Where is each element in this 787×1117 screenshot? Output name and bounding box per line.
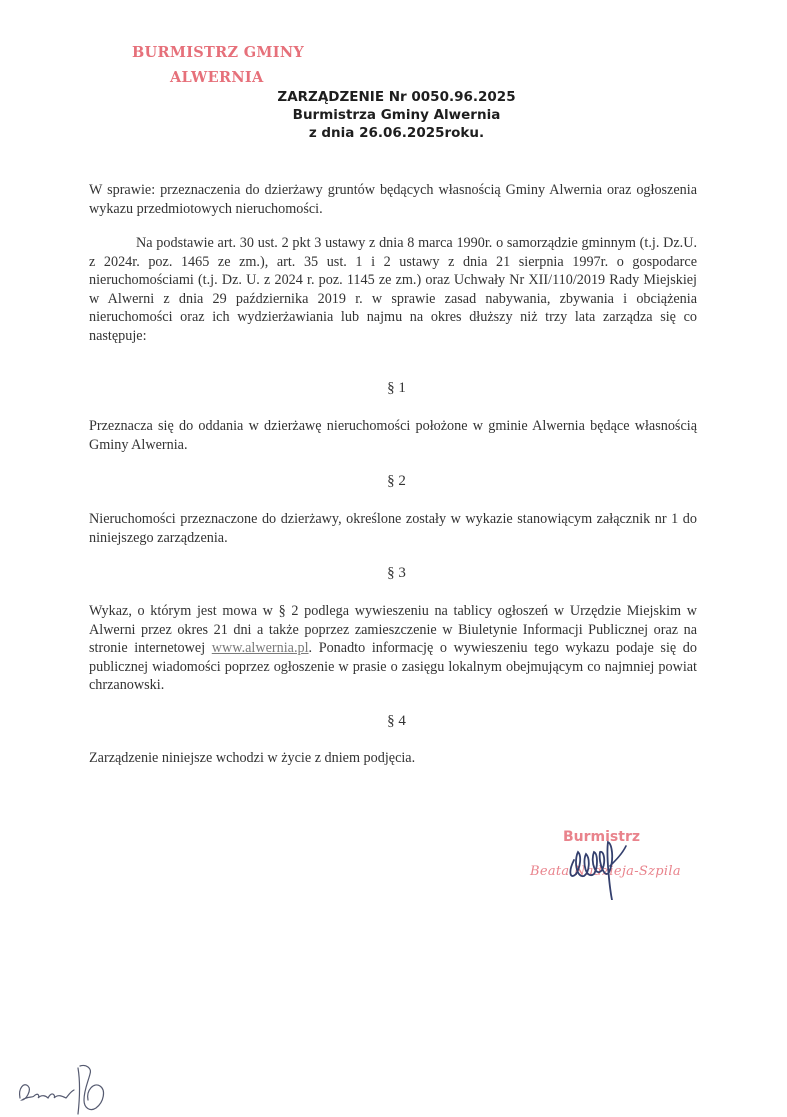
signature-name: Beata Nadzieja-Szpila	[530, 864, 681, 879]
ordinance-number: ZARZĄDZENIE Nr 0050.96.2025	[277, 89, 516, 105]
stamp-line-2: ALWERNIA	[170, 69, 264, 86]
section-text-3-part-2: . Ponadto informację o wywieszeniu tego wykazu podaje się do publicznej wiadomości poprzez ogłoszenie w prasie o zasięgu lokalnym obejmującym co najmniej powiat chrzanowski.	[89, 640, 697, 694]
section-text-1: Przeznacza się do oddania w dzierżawę nieruchomości położone w gminie Alwernia będące własnością Gminy Alwernia.	[89, 418, 697, 453]
section-text-2: Nieruchomości przeznaczone do dzierżawy, określone zostały w wykazie stanowiącym załącznik nr 1 do niniejszego zarządzenia.	[89, 511, 697, 546]
ordinance-issuer: Burmistrza Gminy Alwernia	[292, 107, 501, 123]
website-link[interactable]: www.alwernia.pl	[211, 640, 309, 657]
subject-paragraph: W sprawie: przeznaczenia do dzierżawy gruntów będących własnością Gminy Alwernia oraz ogłoszenia wykazu przedmiotowych nieruchomości.	[89, 182, 697, 217]
legal-basis-paragraph: Na podstawie art. 30 ust. 2 pkt 3 ustawy z dnia 8 marca 1990r. o samorządzie gminnym (t.j. Dz.U. z 2024r. poz. 1465 ze zm.), art. 35 ust. 1 i 2 ustawy z dnia 21 sierpnia 1997r. o gospodarce nieruchomościami (t.j. Dz. U. z 2024 r. poz. 1145 ze zm.) oraz Uchwały Nr XII/110/2019 Rady Miejskiej w Alwerni z dnia 29 października 2019 r. w sprawie zasad nabywania, zbywania i obciążenia nieruchomości oraz ich wydzierżawiania lub najmu na okres dłuższy niż trzy lata zarządza się co następuje:	[89, 235, 697, 344]
section-mark-4: § 4	[387, 713, 406, 729]
section-text-4: Zarządzenie niniejsze wchodzi w życie z dniem podjęcia.	[89, 750, 416, 766]
section-mark-2: § 2	[387, 473, 406, 489]
signature-title: Burmistrz	[563, 829, 641, 845]
section-mark-3: § 3	[387, 565, 406, 581]
ordinance-date: z dnia 26.06.2025roku.	[308, 125, 485, 141]
stamp-line-1: BURMISTRZ GMINY	[132, 44, 305, 61]
initials-scribble	[14, 1060, 114, 1117]
section-text-3	[89, 602, 697, 695]
section-text-3-part-1: Wykaz, o którym jest mowa w § 2 podlega wywieszeniu na tablicy ogłoszeń w Urzędzie Miejskim w Alwerni przez okres 21 dni a także poprzez zamieszczenie w Biuletynie Informacji Publicznej oraz na stronie internetowej	[89, 603, 697, 657]
section-mark-1: § 1	[387, 380, 406, 396]
handwritten-signature	[560, 830, 640, 900]
